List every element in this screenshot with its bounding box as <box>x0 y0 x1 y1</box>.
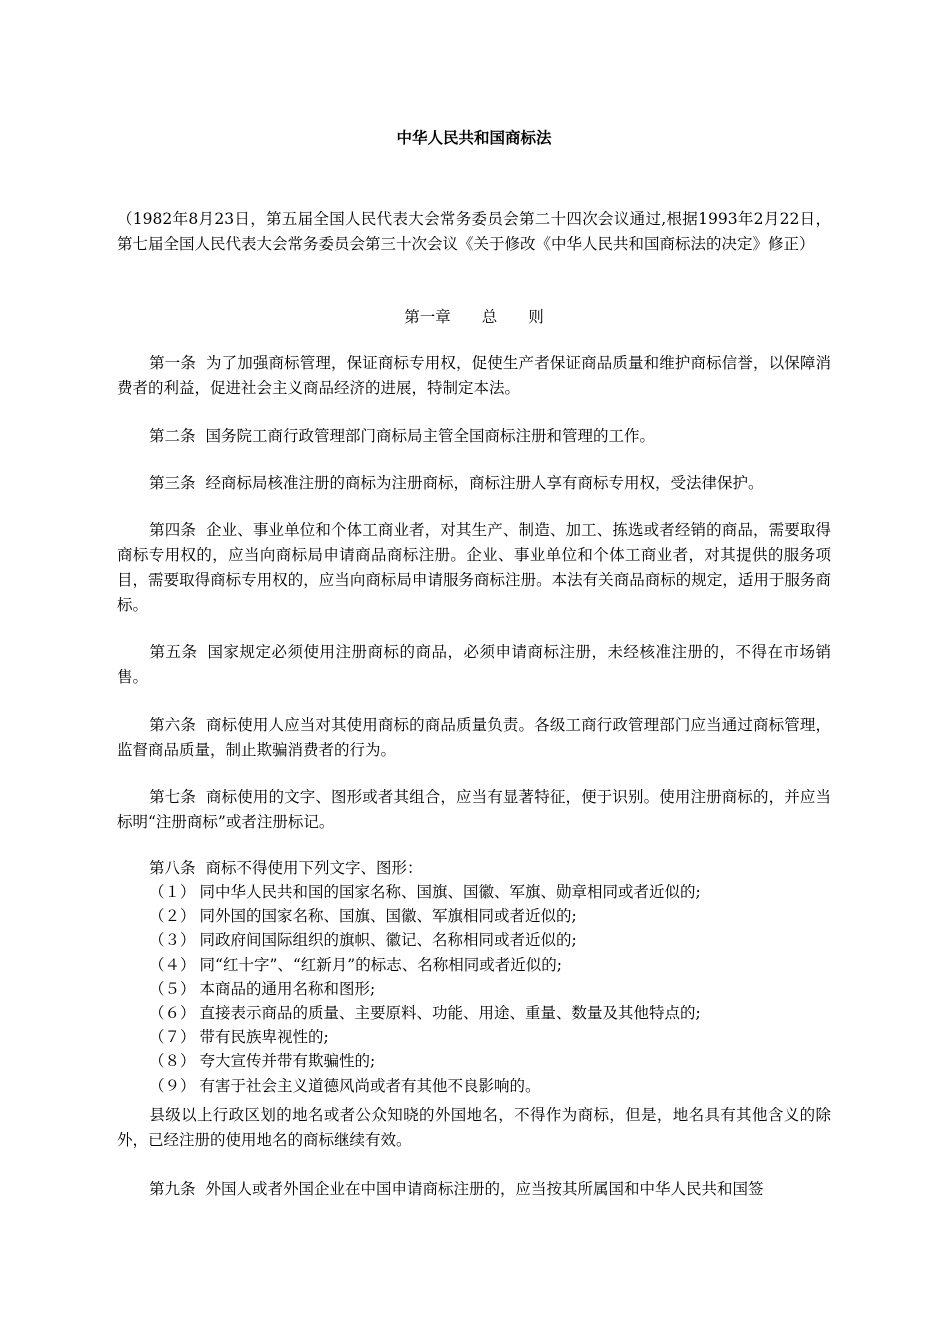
chapter-label: 第一章 <box>404 308 451 326</box>
article-label: 第七条 <box>149 788 197 806</box>
preamble: （1982年8月23日，第五届全国人民代表大会常务委员会第二十四次会议通过,根据1993年2月22日，第七届全国人民代表大会常务委员会第三十次会议《关于修改《中华人民共和国商标法的决定》修正） <box>117 210 831 253</box>
article-6 <box>117 713 831 763</box>
article-text: 国家规定必须使用注册商标的商品，必须申请商标注册，未经核准注册的，不得在市场销售。 <box>117 643 831 686</box>
list-item <box>117 880 831 904</box>
article-text: 外国人或者外国企业在中国申请商标注册的，应当按其所属国和中华人民共和国签 <box>205 1180 764 1198</box>
article-label: 第六条 <box>149 716 197 734</box>
list-item-text: 直接表示商品的质量、主要原料、功能、用途、重量、数量及其他特点的; <box>199 1004 701 1023</box>
list-item-text: 夸大宣传并带有欺骗性的; <box>199 1052 376 1071</box>
article-label: 第九条 <box>149 1180 196 1198</box>
chapter-heading <box>117 305 831 327</box>
article-text: 商标使用人应当对其使用商标的商品质量负责。各级工商行政管理部门应当通过商标管理，监督商品质量，制止欺骗消费者的行为。 <box>117 716 831 759</box>
article-8-list <box>117 880 831 1098</box>
list-item-number: （３） <box>149 931 196 950</box>
article-text: 县级以上行政区划的地名或者公众知晓的外国地名，不得作为商标，但是，地名具有其他含义的除外，已经注册的使用地名的商标继续有效。 <box>117 1106 831 1149</box>
list-item-number: （５） <box>149 979 196 998</box>
article-text: 企业、事业单位和个体工商业者，对其生产、制造、加工、拣选或者经销的商品，需要取得商标专用权的，应当向商标局申请商品商标注册。企业、事业单位和个体工商业者，对其提供的服务项目，需要取得商标专用权的，应当向商标局申请服务商标注册。本法有关商品商标的规定，适用于服务商标。 <box>117 521 831 614</box>
article-text: 商标不得使用下列文字、图形： <box>205 859 423 877</box>
article-text: 商标使用的文字、图形或者其组合，应当有显著特征，便于识别。使用注册商标的，并应当标明“注册商标”或者注册标记。 <box>117 788 831 831</box>
article-label: 第一条 <box>149 354 197 372</box>
list-item <box>117 953 831 977</box>
article-label: 第四条 <box>149 521 197 539</box>
chapter-name-1: 总 <box>481 308 498 326</box>
list-item <box>117 1025 831 1049</box>
list-item-number: （７） <box>149 1028 196 1047</box>
chapter-name-2: 则 <box>528 308 544 326</box>
article-7 <box>117 785 831 835</box>
list-item-text: 有害于社会主义道德风尚或者有其他不良影响的。 <box>199 1076 541 1095</box>
document-title: 中华人民共和国商标法 <box>396 129 552 147</box>
list-item-number: （９） <box>149 1076 196 1095</box>
article-4 <box>117 518 831 618</box>
list-item-text: 同“红十字”、“红新月”的标志、名称相同或者近似的; <box>199 955 562 974</box>
article-label: 第二条 <box>149 427 196 445</box>
list-item <box>117 1074 831 1098</box>
article-text: 经商标局核准注册的商标为注册商标，商标注册人享有商标专用权，受法律保护。 <box>205 474 764 492</box>
article-8-tail <box>117 1103 831 1153</box>
list-item-number: （１） <box>149 883 196 901</box>
list-item <box>117 977 831 1001</box>
article-label: 第八条 <box>149 859 196 877</box>
list-item-text: 同中华人民共和国的国家名称、国旗、国徽、军旗、勋章相同或者近似的; <box>199 883 701 901</box>
list-item-text: 同外国的国家名称、国旗、国徽、军旗相同或者近似的; <box>199 907 577 926</box>
list-item <box>117 904 831 928</box>
list-item-number: （８） <box>149 1052 196 1071</box>
list-item <box>117 1001 831 1025</box>
list-item-number: （４） <box>149 955 196 974</box>
article-8 <box>117 856 831 881</box>
article-3 <box>117 471 831 496</box>
article-9 <box>117 1177 831 1202</box>
article-1 <box>117 351 831 401</box>
list-item-number: （６） <box>149 1004 196 1023</box>
list-item <box>117 1049 831 1073</box>
article-2 <box>117 424 831 449</box>
list-item-text: 同政府间国际组织的旗帜、徽记、名称相同或者近似的; <box>199 931 577 950</box>
article-label: 第三条 <box>149 474 196 492</box>
list-item <box>117 928 831 952</box>
article-label: 第五条 <box>149 643 198 661</box>
list-item-number: （２） <box>149 907 196 926</box>
list-item-text: 本商品的通用名称和图形; <box>199 979 376 998</box>
article-5 <box>117 640 831 690</box>
article-text: 为了加强商标管理，保证商标专用权，促使生产者保证商品质量和维护商标信誉，以保障消费者的利益，促进社会主义商品经济的进展，特制定本法。 <box>117 354 831 397</box>
list-item-text: 带有民族卑视性的; <box>199 1028 329 1047</box>
article-text: 国务院工商行政管理部门商标局主管全国商标注册和管理的工作。 <box>205 427 656 445</box>
